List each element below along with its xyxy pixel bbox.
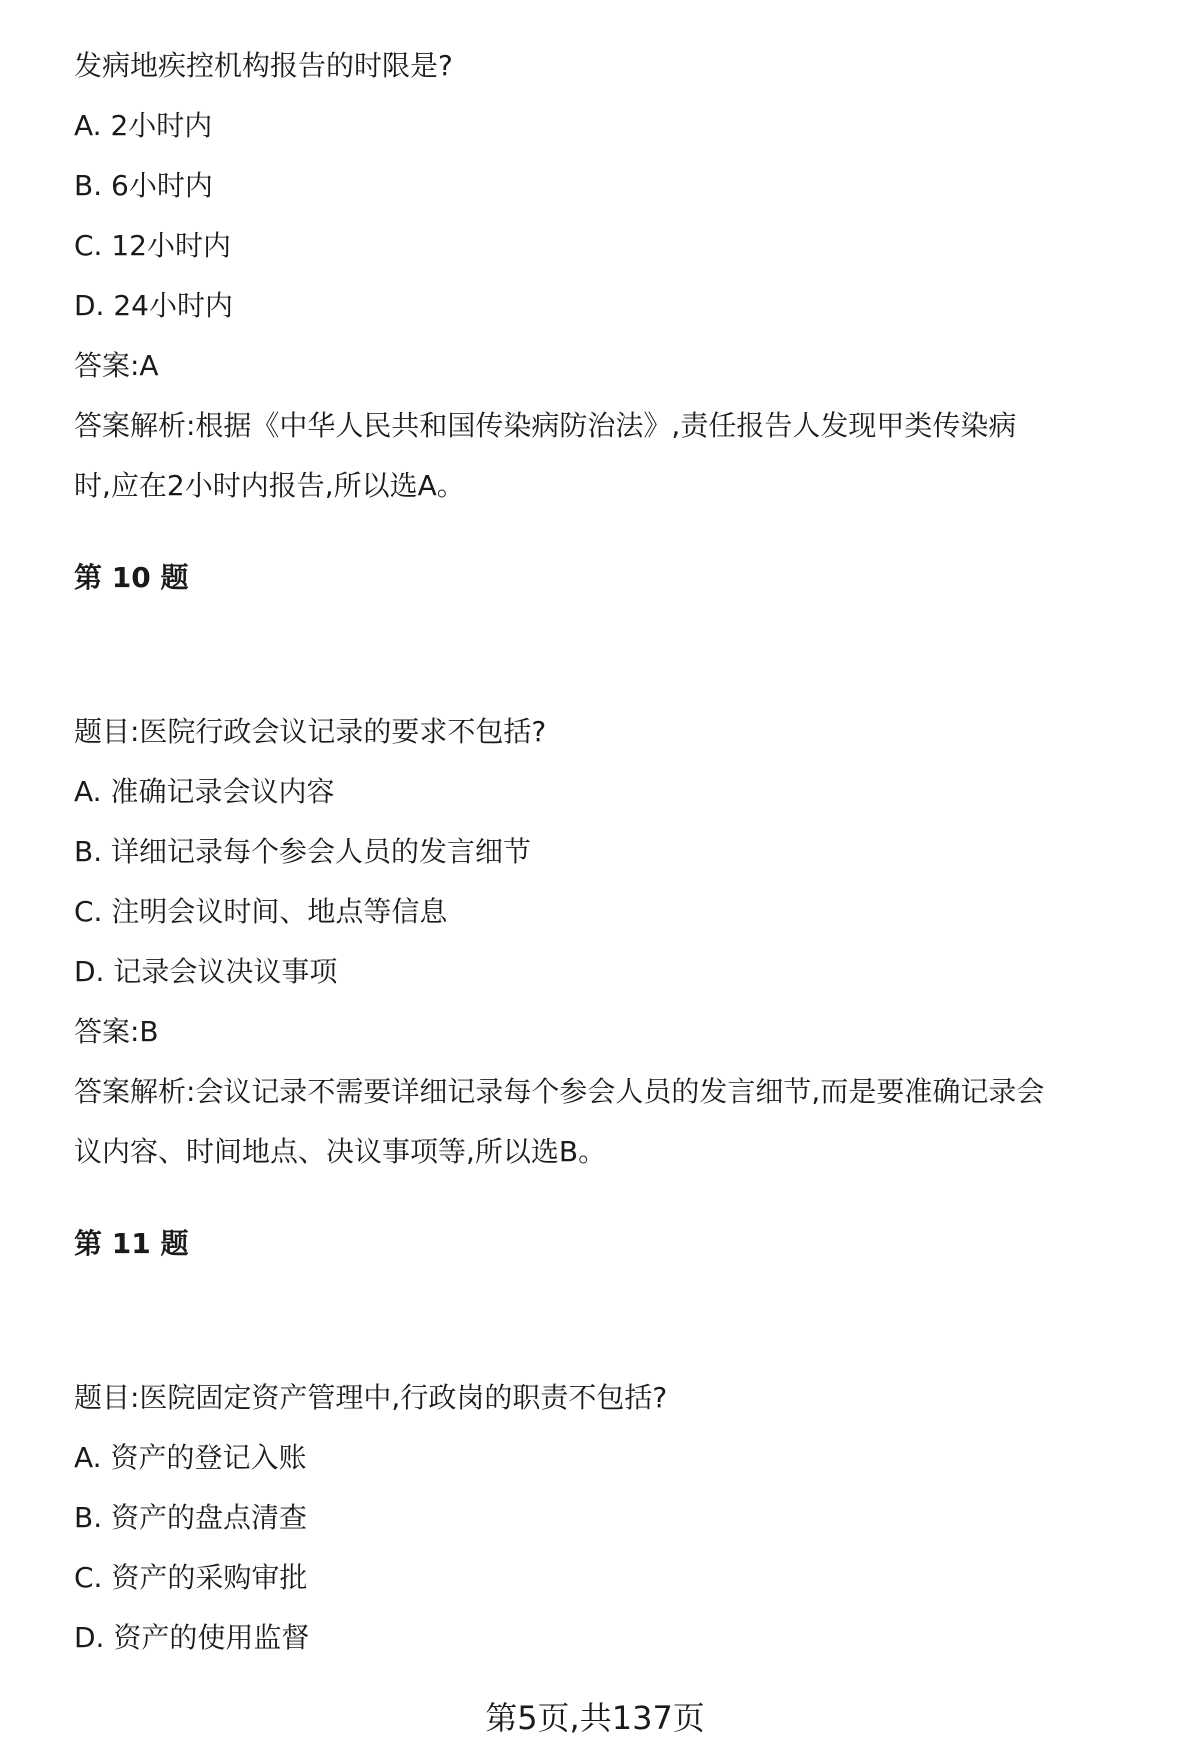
q10-heading: 第 10 题 [74, 561, 189, 594]
q11-question-text: 题目:医院固定资产管理中,行政岗的职责不包括? [74, 1381, 668, 1414]
q10-question-text: 题目:医院行政会议记录的要求不包括? [74, 715, 547, 748]
q9-answer: 答案:A [74, 349, 159, 382]
q11-option-d: D. 资产的使用监督 [74, 1621, 310, 1654]
q10-analysis-line-2: 议内容、时间地点、决议事项等,所以选B。 [74, 1135, 607, 1168]
q11-option-c: C. 资产的采购审批 [74, 1561, 308, 1594]
q9-question-text: 发病地疾控机构报告的时限是? [74, 49, 453, 82]
q11-heading: 第 11 题 [74, 1227, 189, 1260]
q10-option-d: D. 记录会议决议事项 [74, 955, 338, 988]
page-number-footer: 第5页,共137页 [485, 1699, 705, 1737]
q10-option-b: B. 详细记录每个参会人员的发言细节 [74, 835, 532, 868]
q11-option-a: A. 资产的登记入账 [74, 1441, 307, 1474]
q9-option-c: C. 12小时内 [74, 229, 231, 262]
q9-option-d: D. 24小时内 [74, 289, 233, 322]
q9-option-a: A. 2小时内 [74, 109, 213, 142]
q10-analysis-line-1: 答案解析:会议记录不需要详细记录每个参会人员的发言细节,而是要准确记录会 [74, 1075, 1045, 1108]
q10-option-a: A. 准确记录会议内容 [74, 775, 335, 808]
q10-answer: 答案:B [74, 1015, 159, 1048]
q9-analysis-line-1: 答案解析:根据《中华人民共和国传染病防治法》,责任报告人发现甲类传染病 [74, 409, 1017, 442]
q10-option-c: C. 注明会议时间、地点等信息 [74, 895, 448, 928]
q11-option-b: B. 资产的盘点清查 [74, 1501, 308, 1534]
q9-option-b: B. 6小时内 [74, 169, 213, 202]
q9-analysis-line-2: 时,应在2小时内报告,所以选A。 [74, 469, 465, 502]
